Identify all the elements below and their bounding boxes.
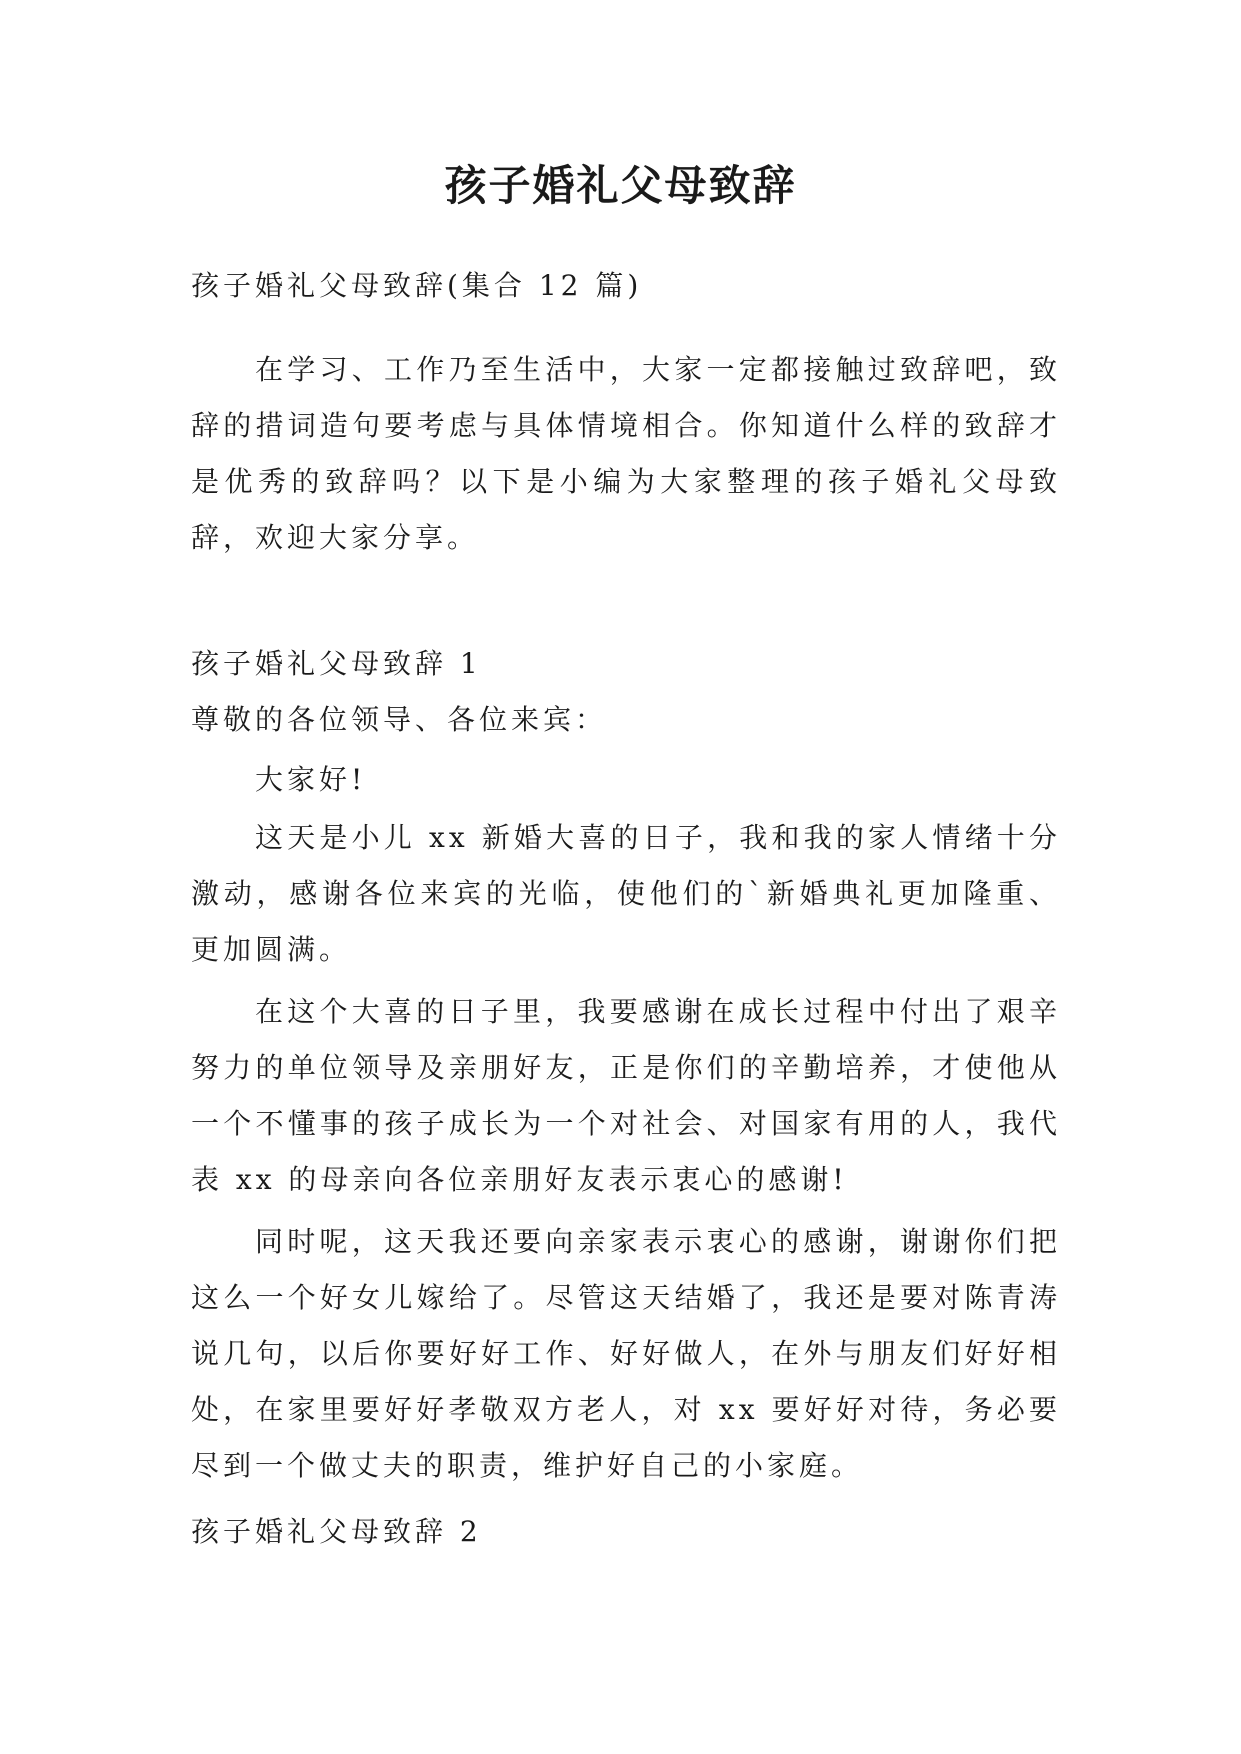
paragraph-2: 在这个大喜的日子里，我要感谢在成长过程中付出了艰辛努力的单位领导及亲朋好友，正是你们的辛勤培养，才使他从一个不懂事的孩子成长为一个对社会、对国家有用的人，我代表 xx 的母亲向各位亲朋好友表示衷心的感谢! [191,995,1061,1196]
section-1-heading: 孩子婚礼父母致辞 1 [191,647,482,680]
salutation: 尊敬的各位领导、各位来宾： [191,703,608,736]
document-subtitle: 孩子婚礼父母致辞(集合 12 篇) [191,269,643,302]
document-title: 孩子婚礼父母致辞 [444,161,797,210]
paragraph-1: 这天是小儿 xx 新婚大喜的日子，我和我的家人情绪十分激动，感谢各位来宾的光临，使他们的`新婚典礼更加隆重、更加圆满。 [191,821,1061,966]
paragraph-3: 同时呢，这天我还要向亲家表示衷心的感谢，谢谢你们把这么一个好女儿嫁给了。尽管这天结婚了，我还是要对陈青涛说几句，以后你要好好工作、好好做人，在外与朋友们好好相处，在家里要好好孝敬双方老人，对 xx 要好好对待，务必要尽到一个做丈夫的职责，维护好自己的小家庭。 [191,1225,1061,1482]
greeting: 大家好! [255,763,367,796]
section-2-heading: 孩子婚礼父母致辞 2 [191,1515,482,1548]
intro-paragraph: 在学习、工作乃至生活中，大家一定都接触过致辞吧，致辞的措词造句要考虑与具体情境相合。你知道什么样的致辞才是优秀的致辞吗？以下是小编为大家整理的孩子婚礼父母致辞，欢迎大家分享。 [191,353,1061,554]
